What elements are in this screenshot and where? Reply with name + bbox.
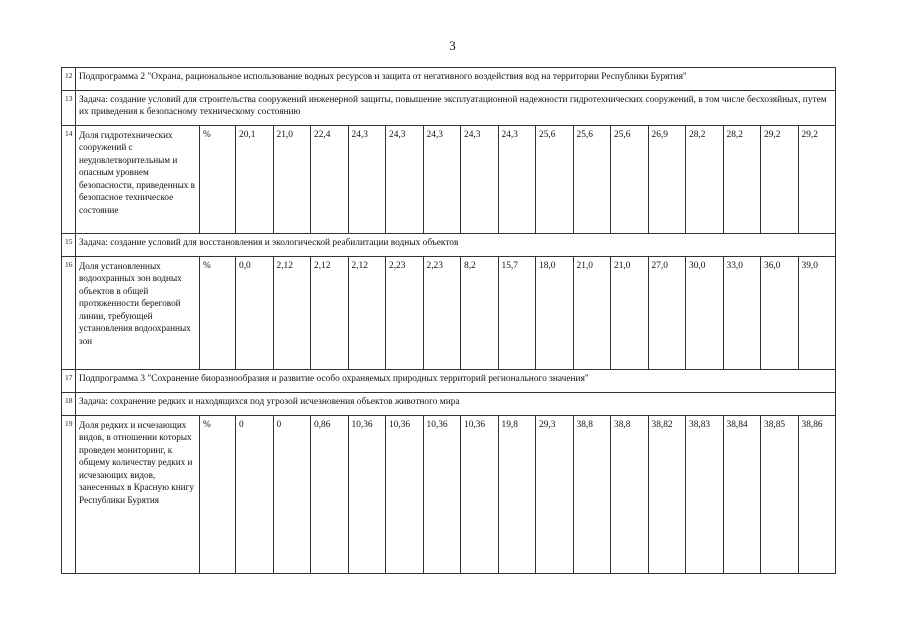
value-cell: 2,12 [311, 257, 349, 370]
table-row-13 [62, 91, 836, 126]
value-cell: 20,1 [236, 126, 274, 234]
value-cell: 21,0 [611, 257, 649, 370]
value-cell: 2,23 [386, 257, 424, 370]
indicator-name: Доля редких и исчезающих видов, в отношении которых проведен мониторинг, к общему количеству редких и исчезающих видов, занесенных в Красную книгу Республики Бурятия [76, 416, 200, 574]
value-cell: 24,3 [423, 126, 461, 234]
page-number: 3 [449, 38, 456, 53]
table-row-16 [62, 257, 836, 370]
value-cell: 33,0 [723, 257, 761, 370]
value-cell: 38,8 [611, 416, 649, 574]
value-cell: 24,3 [348, 126, 386, 234]
value-cell: 0 [236, 416, 274, 574]
value-cell: 27,0 [648, 257, 686, 370]
value-cell: 10,36 [423, 416, 461, 574]
value-cell: 29,2 [798, 126, 836, 234]
value-cell: 0,86 [311, 416, 349, 574]
table-row-15 [62, 234, 836, 257]
value-cell: 26,9 [648, 126, 686, 234]
value-cell: 21,0 [273, 126, 311, 234]
row-number: 12 [62, 68, 76, 91]
value-cell: 28,2 [723, 126, 761, 234]
value-cell: 38,8 [573, 416, 611, 574]
value-cell: 2,12 [348, 257, 386, 370]
value-cell: 39,0 [798, 257, 836, 370]
value-cell: 24,3 [461, 126, 499, 234]
value-cell: 18,0 [536, 257, 574, 370]
value-cell: 22,4 [311, 126, 349, 234]
value-cell: 24,3 [386, 126, 424, 234]
value-cell: 10,36 [386, 416, 424, 574]
value-cell: 29,2 [761, 126, 799, 234]
value-cell: 21,0 [573, 257, 611, 370]
row-number: 13 [62, 91, 76, 126]
value-cell: 25,6 [611, 126, 649, 234]
value-cell: 2,23 [423, 257, 461, 370]
value-cell: 24,3 [498, 126, 536, 234]
value-cell: 36,0 [761, 257, 799, 370]
value-cell: 25,6 [536, 126, 574, 234]
value-cell: 25,6 [573, 126, 611, 234]
indicator-name: Доля гидротехнических сооружений с неудовлетворительным и опасным уровнем безопасности, приведенных в безопасное техническое состояние [76, 126, 200, 234]
row-number: 14 [62, 126, 76, 234]
task-text: Задача: сохранение редких и находящихся под угрозой исчезновения объектов животного мира [76, 393, 836, 416]
task-text: Задача: создание условий для строительства сооружений инженерной защиты, повышение эксплуатационной надежности гидротехнических сооружений, в том числе бесхозяйных, путем их приведения к безопасному техническому состоянию [76, 91, 836, 126]
value-cell: 8,2 [461, 257, 499, 370]
unit-cell: % [200, 416, 236, 574]
unit-cell: % [200, 126, 236, 234]
value-cell: 38,82 [648, 416, 686, 574]
row-number: 16 [62, 257, 76, 370]
indicator-name: Доля установленных водоохранных зон водных объектов в общей протяженности береговой линии, требующей установления водоохранных зон [76, 257, 200, 370]
value-cell: 10,36 [461, 416, 499, 574]
row-number: 18 [62, 393, 76, 416]
value-cell: 2,12 [273, 257, 311, 370]
row-number: 15 [62, 234, 76, 257]
value-cell: 10,36 [348, 416, 386, 574]
subprogram-title: Подпрограмма 3 "Сохранение биоразнообразия и развитие особо охраняемых природных территорий регионального значения" [76, 370, 836, 393]
table-row-18 [62, 393, 836, 416]
value-cell: 29,3 [536, 416, 574, 574]
value-cell: 15,7 [498, 257, 536, 370]
value-cell: 0,0 [236, 257, 274, 370]
value-cell: 30,0 [686, 257, 724, 370]
task-text: Задача: создание условий для восстановления и экологической реабилитации водных объектов [76, 234, 836, 257]
table-row-17 [62, 370, 836, 393]
value-cell: 28,2 [686, 126, 724, 234]
value-cell: 0 [273, 416, 311, 574]
row-number: 17 [62, 370, 76, 393]
value-cell: 38,83 [686, 416, 724, 574]
row-number: 19 [62, 416, 76, 574]
table-row-19 [62, 416, 836, 574]
table-row-14 [62, 126, 836, 234]
indicators-table [61, 67, 836, 574]
value-cell: 38,84 [723, 416, 761, 574]
table-row-12 [62, 68, 836, 91]
value-cell: 19,8 [498, 416, 536, 574]
subprogram-title: Подпрограмма 2 "Охрана, рациональное использование водных ресурсов и защита от негативного воздействия вод на территории Республики Бурятия" [76, 68, 836, 91]
unit-cell: % [200, 257, 236, 370]
value-cell: 38,86 [798, 416, 836, 574]
value-cell: 38,85 [761, 416, 799, 574]
